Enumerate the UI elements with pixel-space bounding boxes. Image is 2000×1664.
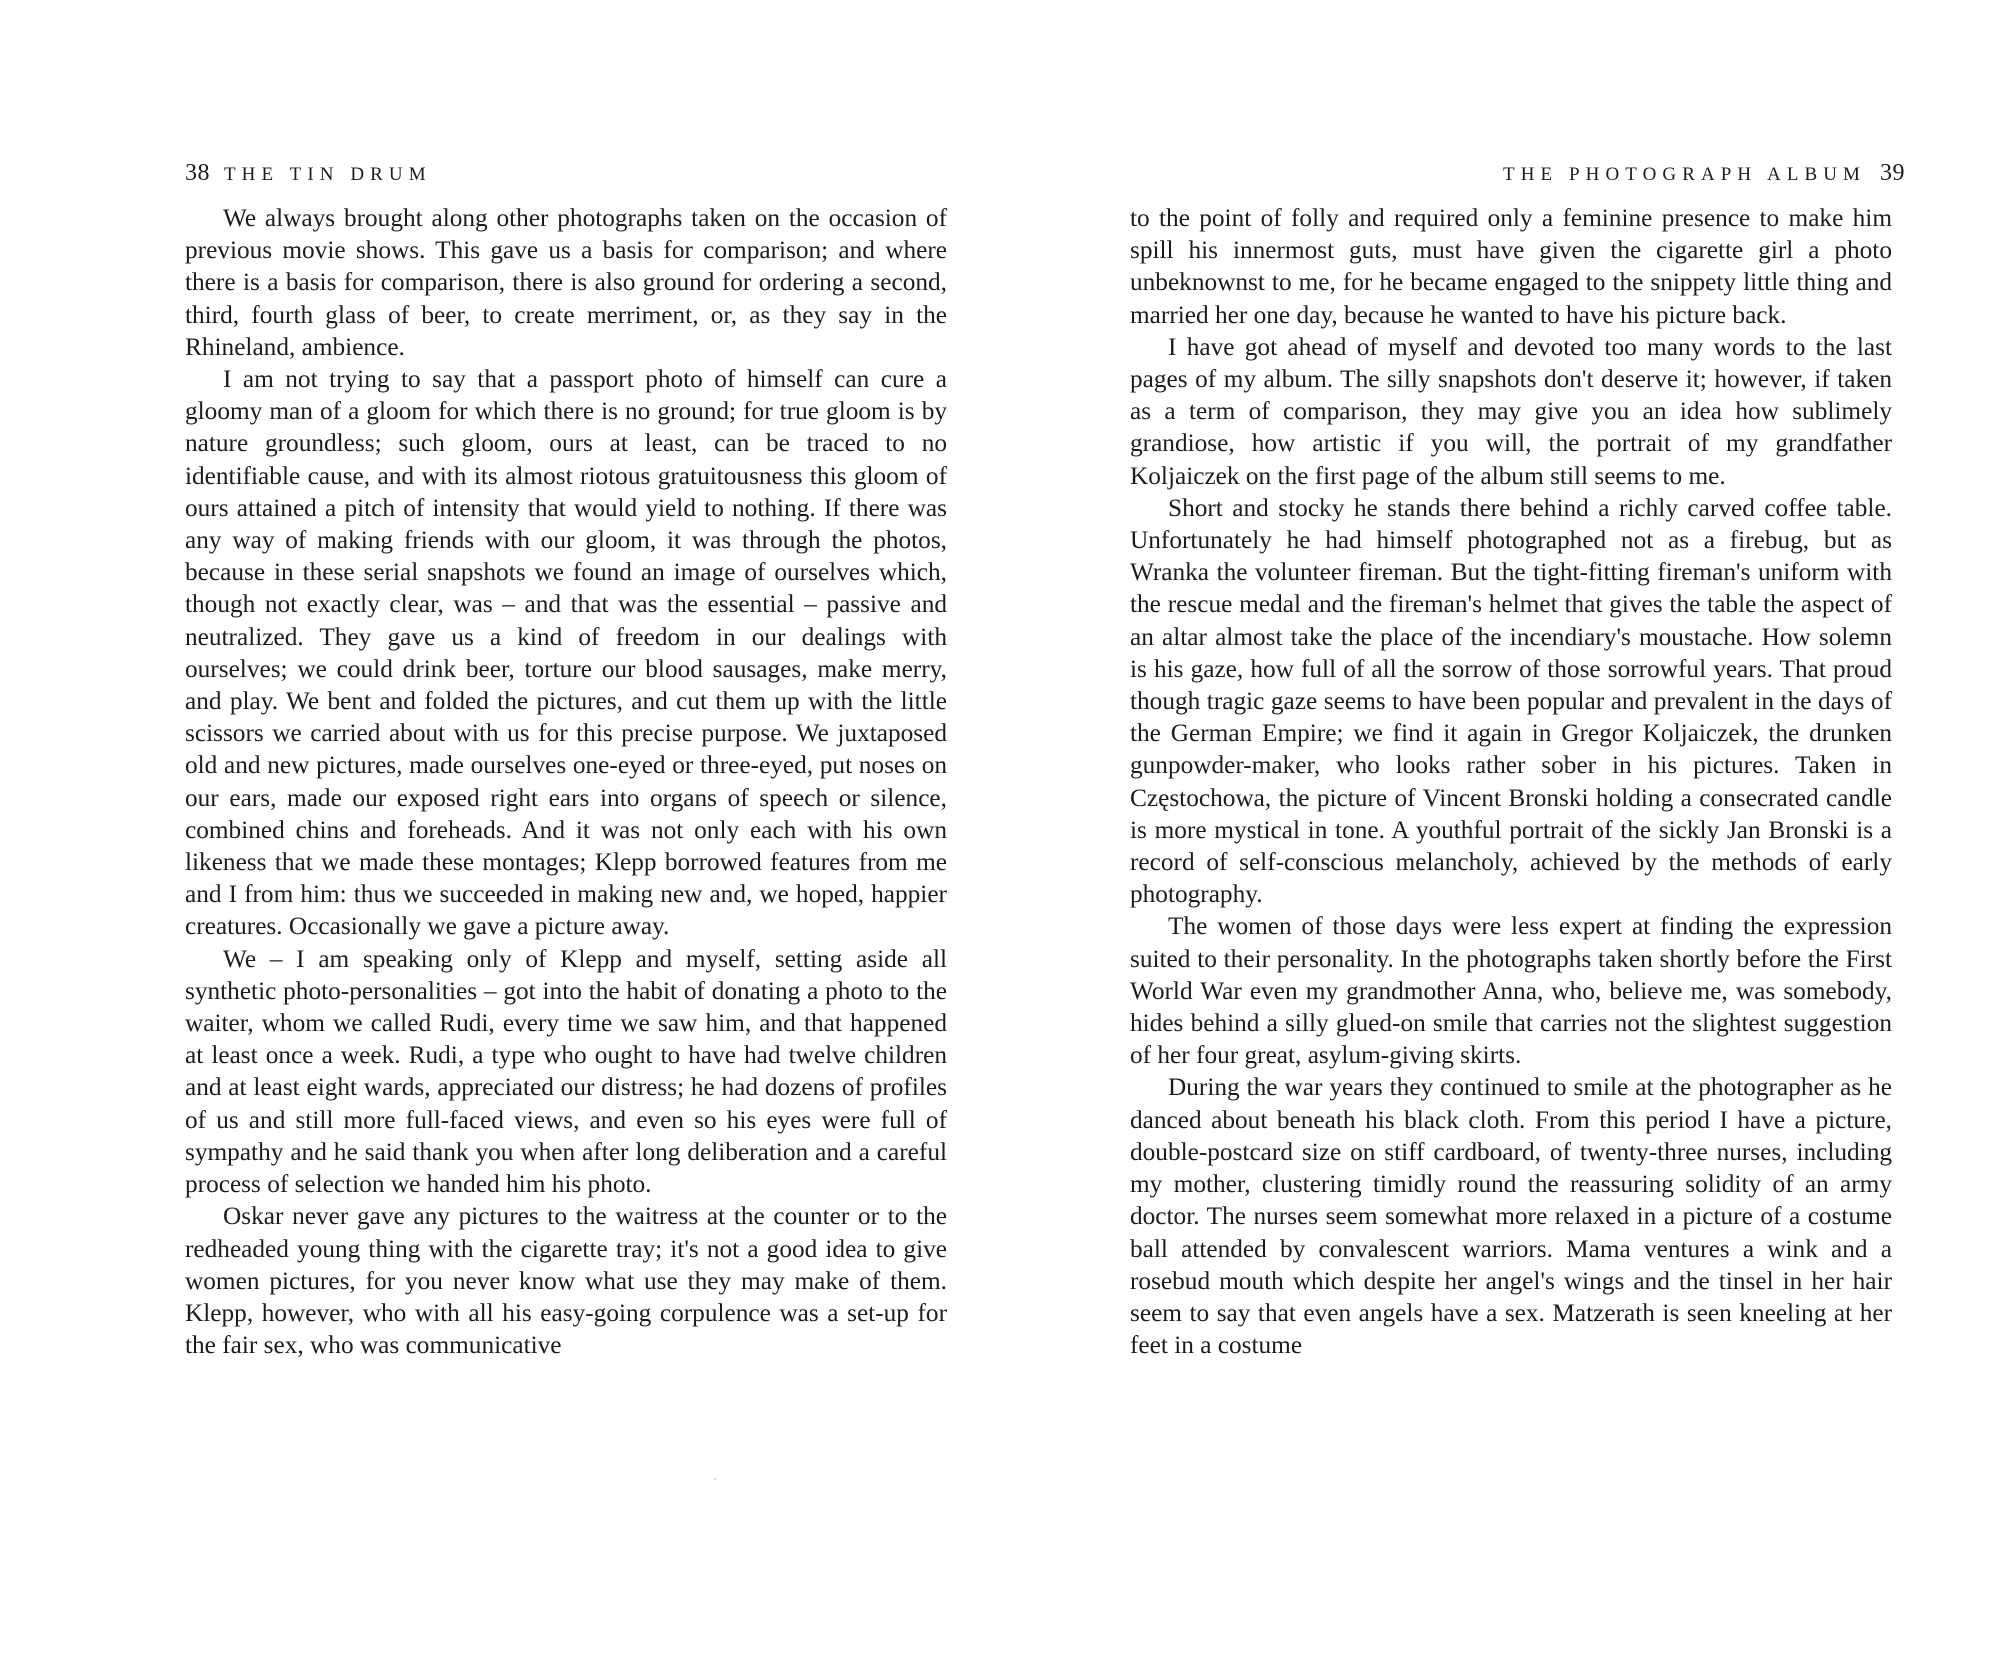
right-paragraph-2: I have got ahead of myself and devoted too many words to the last pages of my album. The silly snapshots don't deserve it; however, if taken as a term of comparison, they may give you an idea how sublimely grandiose, how artistic if you will, the portrait of my grandfather Koljaiczek on the first page of the album still seems to me.: [1130, 332, 1892, 490]
right-page: [1000, 0, 2000, 1664]
right-paragraph-1: to the point of folly and required only a feminine presence to make him spill his innermost guts, must have given the cigarette girl a photo unbeknownst to me, for he became engaged to the snippety little thing and married her one day, because he wanted to have his picture back.: [1130, 204, 1892, 329]
right-running-title: THE PHOTOGRAPH ALBUM: [1503, 164, 1867, 185]
left-running-title: THE TIN DRUM: [223, 164, 432, 185]
right-text-block: [1130, 202, 1892, 1361]
right-paragraph-3: Short and stocky he stands there behind a richly carved coffee table. Unfortunately he had himself photographed not as a firebug, but as Wranka the volunteer fireman. But the tight-fitting fireman's uniform with the rescue medal and the fireman's helmet that gives the table the aspect of an altar almost take the place of the incendiary's moustache. How solemn is his gaze, how full of all the sorrow of those sorrowful years. That proud though tragic gaze seems to have been popular and prevalent in the days of the German Empire; we find it again in Gregor Koljaiczek, the drunken gunpowder-maker, who looks rather sober in his pictures. Taken in Częstochowa, the picture of Vincent Bronski holding a consecrated candle is more mystical in tone. A youthful portrait of the sickly Jan Bronski is a record of self-conscious melancholy, achieved by the methods of early photography.: [1130, 493, 1892, 909]
scan-speck: [714, 1478, 716, 1480]
right-page-number: 39: [1880, 160, 1905, 186]
left-paragraph-2: I am not trying to say that a passport photo of himself can cure a gloomy man of a gloom for which there is no ground; for true gloom is by nature groundless; such gloom, ours at least, can be traced to no identifiable cause, and with its almost riotous gratuitousness this gloom of ours attained a pitch of intensity that would yield to nothing. If there was any way of making friends with our gloom, it was through the photos, because in these serial snapshots we found an image of ourselves which, though not exactly clear, was – and that was the essential – passive and neutralized. They gave us a kind of freedom in our dealings with ourselves; we could drink beer, torture our blood sausages, make merry, and play. We bent and folded the pictures, and cut them up with the little scissors we carried about with us for this precise purpose. We juxtaposed old and new pictures, made ourselves one-eyed or three-eyed, put noses on our ears, made our exposed right ears into organs of speech or silence, combined chins and foreheads. And it was not only each with his own likeness that we made these montages; Klepp borrowed features from me and I from him: thus we succeeded in making new and, we hoped, happier creatures. Occasionally we gave a picture away.: [185, 365, 947, 941]
right-paragraph-5: During the war years they continued to smile at the photographer as he danced about beneath his black cloth. From this period I have a picture, double-postcard size on stiff cardboard, of twenty-three nurses, including my mother, clustering timidly round the reassuring solidity of an army doctor. The nurses seem somewhat more relaxed in a picture of a costume ball attended by convalescent warriors. Mama ventures a wink and a rosebud mouth which despite her angel's wings and the tinsel in her hair seem to say that even angels have a sex. Matzerath is seen kneeling at her feet in a costume: [1130, 1073, 1892, 1360]
left-page-number: 38: [185, 160, 210, 186]
left-text-block: [185, 202, 947, 1361]
left-paragraph-3: We – I am speaking only of Klepp and myself, setting aside all synthetic photo-personalities – got into the habit of donating a photo to the waiter, whom we called Rudi, every time we saw him, and that happened at least once a week. Rudi, a type who ought to have had twelve children and at least eight wards, appreciated our distress; he had dozens of profiles of us and still more full-faced views, and even so his eyes were full of sympathy and he said thank you when after long deliberation and a careful process of selection we handed him his photo.: [185, 944, 947, 1199]
right-paragraph-4: The women of those days were less expert at finding the expression suited to their personality. In the photographs taken shortly before the First World War even my grandmother Anna, who, believe me, was somebody, hides behind a silly glued-on smile that carries not the slightest suggestion of her four great, asylum-giving skirts.: [1130, 912, 1892, 1070]
left-paragraph-4: Oskar never gave any pictures to the waitress at the counter or to the redheaded young thing with the cigarette tray; it's not a good idea to give women pictures, for you never know what use they may make of them. Klepp, however, who with all his easy-going corpulence was a set-up for the fair sex, who was communicative: [185, 1202, 947, 1360]
left-paragraph-1: We always brought along other photographs taken on the occasion of previous movie shows. This gave us a basis for comparison; and where there is a basis for comparison, there is also ground for ordering a second, third, fourth glass of beer, to create merriment, or, as they say in the Rhineland, ambience.: [185, 204, 947, 361]
left-running-head: [185, 160, 432, 188]
right-running-head: [1503, 160, 1905, 188]
